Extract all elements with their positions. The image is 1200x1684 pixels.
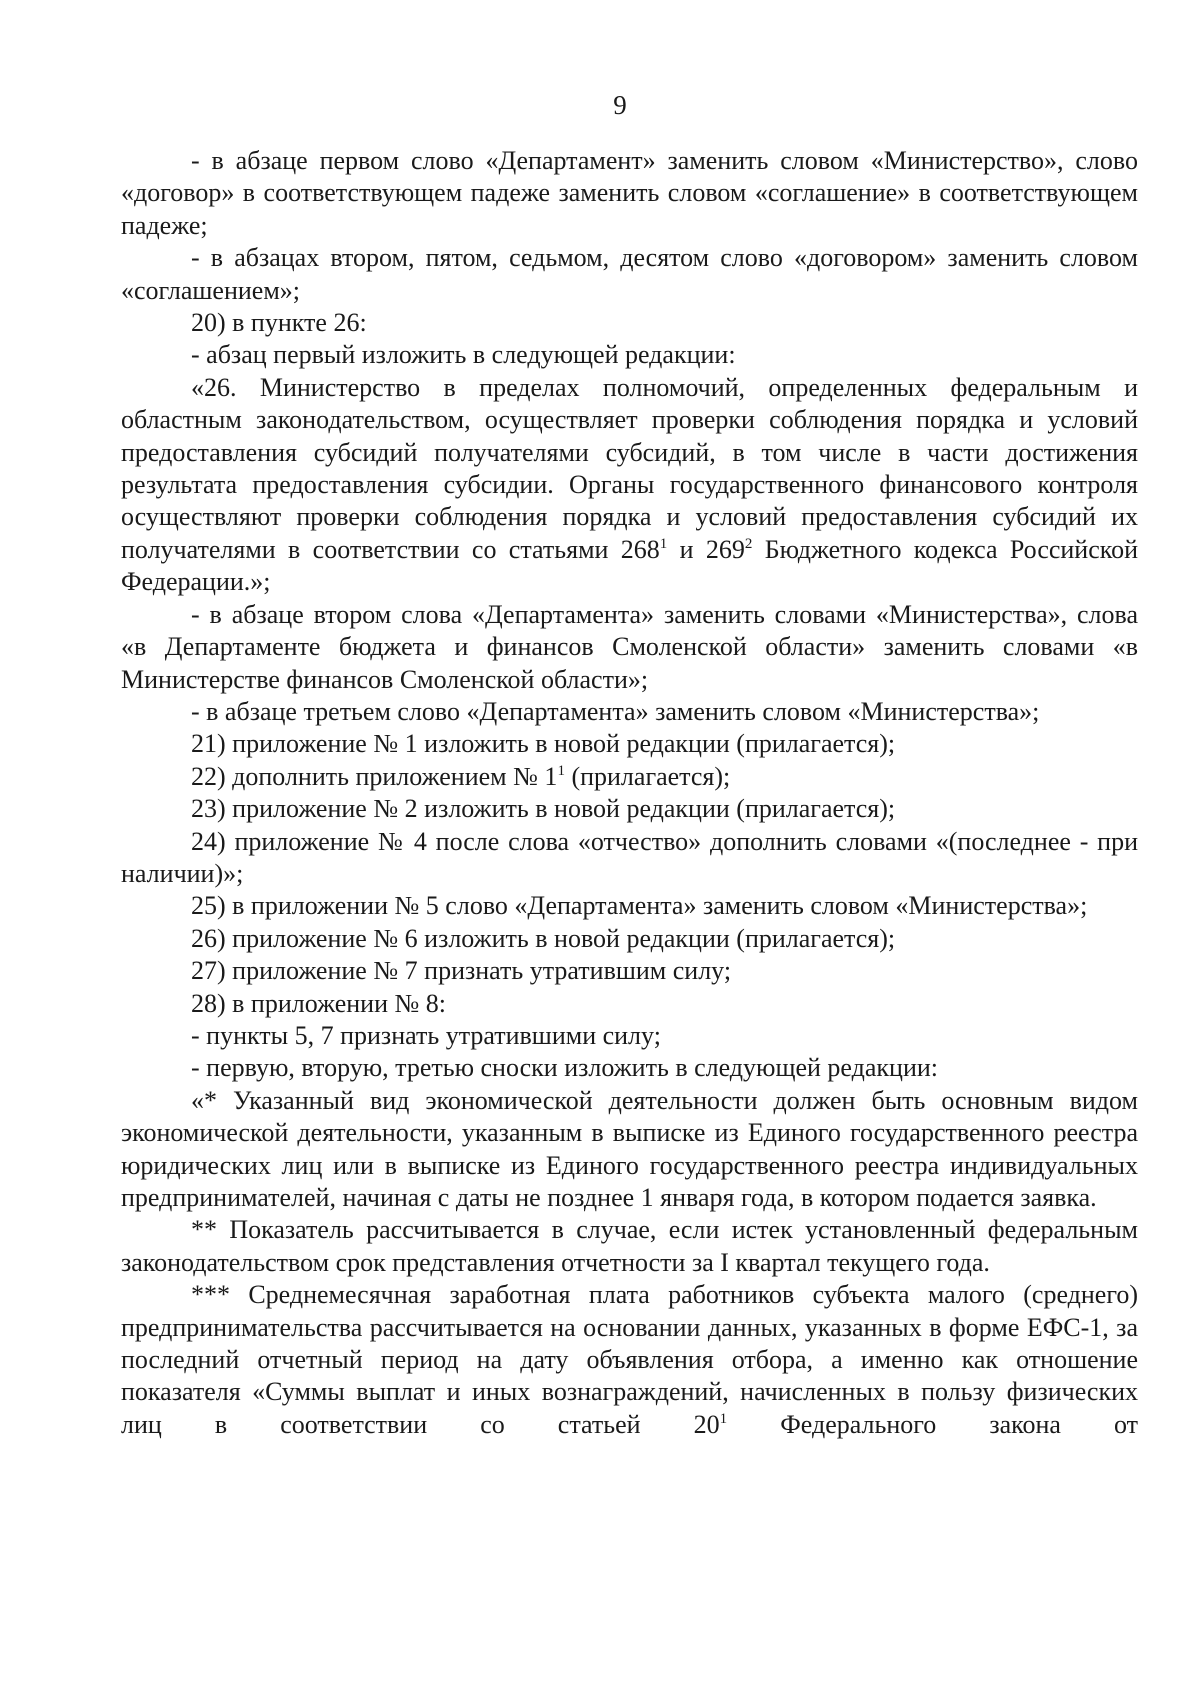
paragraph: - пункты 5, 7 признать утратившими силу; bbox=[191, 1020, 661, 1050]
paragraph: - абзац первый изложить в следующей редакции: bbox=[191, 340, 736, 370]
paragraph: 23) приложение № 2 изложить в новой редакции (прилагается); bbox=[191, 794, 896, 824]
superscript: 1 bbox=[719, 1410, 728, 1427]
paragraph: - первую, вторую, третью сноски изложить в следующей редакции: bbox=[191, 1053, 938, 1083]
paragraph: - в абзаце втором слова «Департамента» заменить словами «Министерства», слова «в Департаменте бюджета и финансов Смоленской области» заменить словами «в Министерстве финансов Смоленской области»; bbox=[121, 599, 1138, 694]
paragraph: 21) приложение № 1 изложить в новой редакции (прилагается); bbox=[191, 729, 896, 759]
page-number: 9 bbox=[613, 90, 627, 120]
paragraph: 22) дополнить приложением № $1^1$ (прилагается); bbox=[191, 761, 731, 791]
superscript: 1 bbox=[557, 762, 565, 779]
paragraph: «26. Министерство в пределах полномочий, определенных федеральным и областным законодательством, осуществляет проверки соблюдения порядка и условий предоставления субсидий получателями субсидий, в том числе в части достижения результата предоставления субсидии. Органы государственного финансового контроля осуществляют проверки соблюдения порядка и условий предоставления субсидий их получателями в соответствии со статьями $268^1$ и $269^2$ Бюджетного кодекса Российской Федерации.»; bbox=[121, 372, 1138, 597]
paragraph: - в абзацах втором, пятом, седьмом, десятом слово «договором» заменить словом «соглашением»; bbox=[121, 243, 1138, 305]
superscript: 1 bbox=[659, 535, 668, 552]
document-body bbox=[121, 145, 1138, 1441]
paragraph: - в абзаце третьем слово «Департамента» заменить словом «Министерства»; bbox=[191, 696, 1040, 726]
paragraph: - в абзаце первом слово «Департамент» заменить словом «Министерство», слово «договор» в соответствующем падеже заменить словом «соглашение» в соответствующем падеже; bbox=[121, 146, 1138, 240]
superscript: 2 bbox=[744, 535, 753, 552]
paragraph: 20) в пункте 26: bbox=[191, 308, 367, 338]
paragraph: 27) приложение № 7 признать утратившим силу; bbox=[191, 956, 732, 986]
paragraph: «* Указанный вид экономической деятельности должен быть основным видом экономической деятельности, указанным в выписке из Единого государственного реестра юридических лиц или в выписке из Единого государственного реестра индивидуальных предпринимателей, начиная с даты не позднее 1 января года, в котором подается заявка. bbox=[121, 1085, 1138, 1212]
paragraph: 24) приложение № 4 после слова «отчество» дополнить словами «(последнее - при наличии)»; bbox=[121, 826, 1138, 888]
paragraph: ** Показатель рассчитывается в случае, если истек установленный федеральным законодательством срок представления отчетности за I квартал текущего года. bbox=[121, 1215, 1138, 1277]
paragraph: 26) приложение № 6 изложить в новой редакции (прилагается); bbox=[191, 923, 896, 953]
paragraph: 28) в приложении № 8: bbox=[191, 988, 447, 1018]
paragraph: 25) в приложении № 5 слово «Департамента» заменить словом «Министерства»; bbox=[191, 891, 1088, 921]
paragraph: *** Среднемесячная заработная плата работников субъекта малого (среднего) предпринимательства рассчитывается на основании данных, указанных в форме ЕФС-1, за последний отчетный период на дату объявления отбора, а именно как отношение показателя «Суммы выплат и иных вознаграждений, начисленных в пользу физических лиц в соответствии со статьей $20^1$ Федерального закона от bbox=[121, 1280, 1139, 1439]
